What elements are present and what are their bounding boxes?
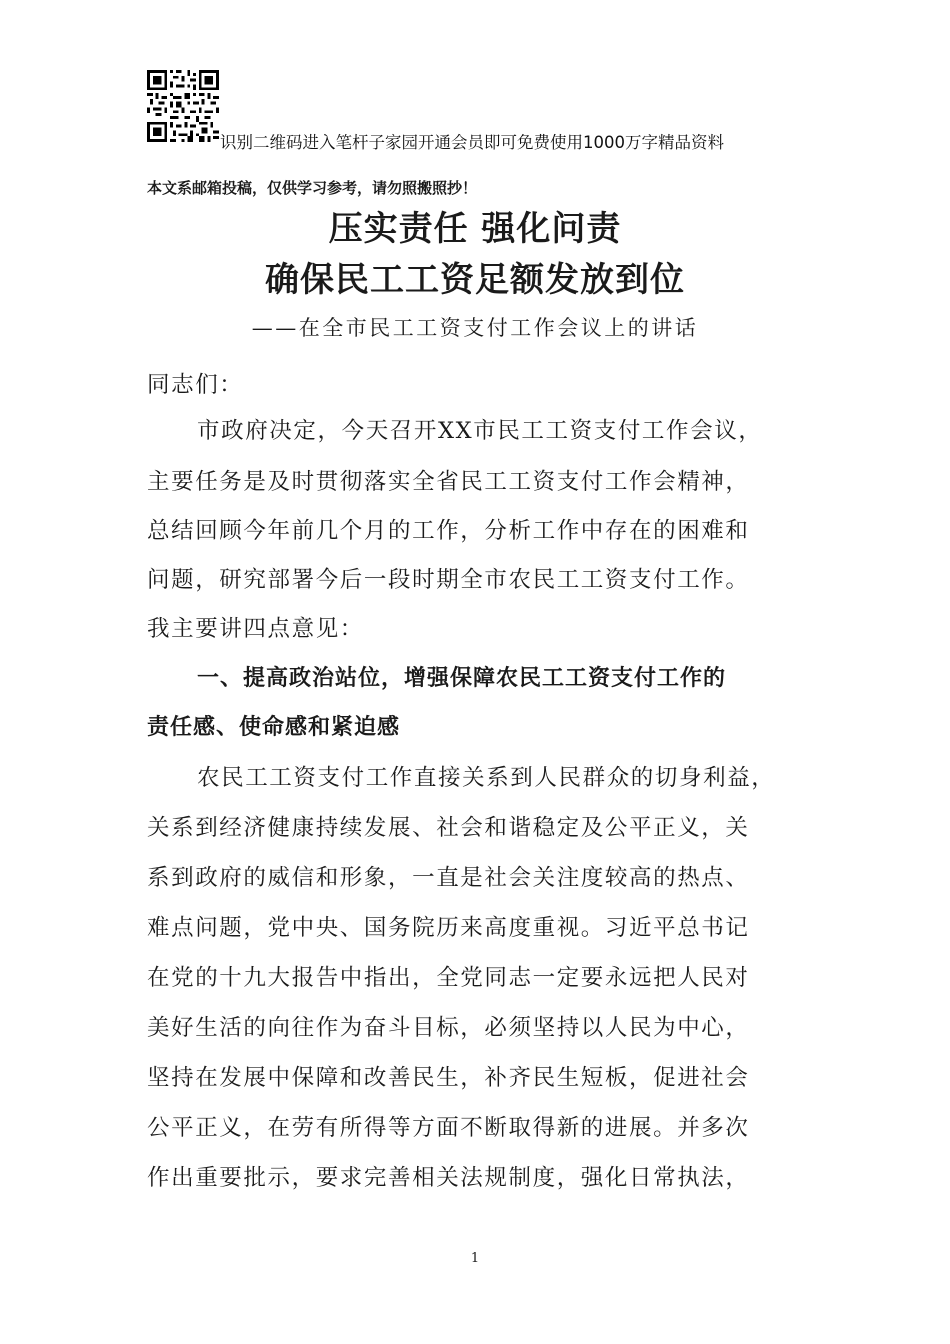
- notice-text: 本文系邮箱投稿，仅供学习参考，请勿照搬照抄！: [147, 179, 478, 197]
- subtitle: ——在全市民工工资支付工作会议上的讲话: [251, 316, 699, 340]
- paragraph-line: 美好生活的向往作为奋斗目标，必须坚持以人民为中心，: [147, 1015, 750, 1041]
- qr-code-icon: [147, 70, 219, 142]
- page-number: 1: [470, 1251, 480, 1266]
- section-heading-line: 一、提高政治站位，增强保障农民工工资支付工作的: [197, 666, 727, 691]
- paragraph-line: 我主要讲四点意见：: [147, 616, 364, 642]
- paragraph-line: 总结回顾今年前几个月的工作，分析工作中存在的困难和: [147, 518, 750, 544]
- paragraph-line: 关系到经济健康持续发展、社会和谐稳定及公平正义，关: [147, 815, 750, 841]
- paragraph-line: 坚持在发展中保障和改善民生，补齐民生短板，促进社会: [147, 1065, 750, 1091]
- paragraph-line: 公平正义，在劳有所得等方面不断取得新的进展。并多次: [147, 1115, 750, 1141]
- paragraph-line: 问题，研究部署今后一段时期全市农民工工资支付工作。: [147, 567, 750, 593]
- paragraph-line: 市政府决定，今天召开XX市民工工资支付工作会议，: [197, 418, 763, 444]
- paragraph-line: 在党的十九大报告中指出，全党同志一定要永远把人民对: [147, 965, 750, 991]
- greeting: 同志们：: [147, 372, 244, 398]
- paragraph-line: 农民工工资支付工作直接关系到人民群众的切身利益，: [197, 765, 776, 791]
- promo-text: 识别二维码进入笔杆子家园开通会员即可免费使用1000万字精品资料: [220, 133, 724, 152]
- paragraph-line: 主要任务是及时贯彻落实全省民工工资支付工作会精神，: [147, 469, 750, 495]
- paragraph-line: 作出重要批示，要求完善相关法规制度，强化日常执法，: [147, 1165, 750, 1191]
- section-heading-line: 责任感、使命感和紧迫感: [147, 715, 401, 740]
- title-line-2: 确保民工工资足额发放到位: [265, 260, 685, 300]
- title-line-1: 压实责任 强化问责: [328, 209, 622, 249]
- paragraph-line: 难点问题，党中央、国务院历来高度重视。习近平总书记: [147, 915, 750, 941]
- paragraph-line: 系到政府的威信和形象，一直是社会关注度较高的热点、: [147, 865, 750, 891]
